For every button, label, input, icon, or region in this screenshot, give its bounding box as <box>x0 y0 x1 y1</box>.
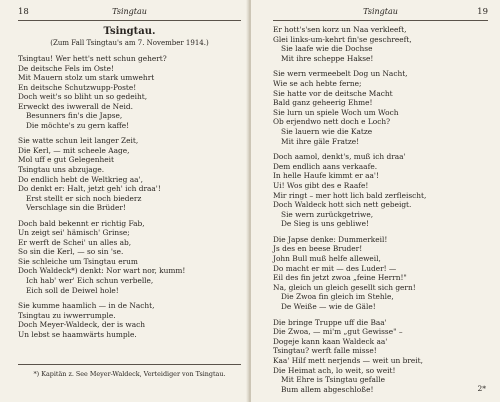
poem-line: Er hott's'sen korz un Naa verkleeft, <box>273 25 407 34</box>
poem-line: En deitsche Schutzwupp-Poste! <box>18 82 137 92</box>
poem-line: Erst stellt er sich noch biederz <box>26 193 142 203</box>
poem-line: Eil des fin jetzt zwoa „feine Herrn!" <box>273 273 407 283</box>
left-stanza-3 <box>18 219 241 295</box>
poem-line: Sie laafe wie die Dochse <box>281 44 373 54</box>
poem-line: Sie wern vermeebelt Dog un Nacht, <box>273 69 408 79</box>
poem-line: Doch Meyer-Waldeck, der is wach <box>18 320 146 330</box>
left-running-head: Tsingtau <box>112 7 147 16</box>
poem-line: Bum allem abgeschloße! <box>281 384 374 394</box>
poem-line: Doch Waldeck hott sich nett gebeigt. <box>273 200 412 210</box>
poem-line: Doch Waldeck*) denkt: Nor wart nor, kumm! <box>18 266 186 276</box>
right-stanza-5 <box>273 318 488 395</box>
poem-line: Besunners fin's die Japse, <box>26 111 123 121</box>
left-page <box>0 0 249 402</box>
poem-line: Die Japse denke: Dummerkeil! <box>273 234 388 244</box>
poem-line: Doch weit's so bliht un so gedeiht, <box>18 92 148 102</box>
right-running-head: Tsingtau <box>363 7 398 16</box>
poem-line: Die Zwoa fin gleich im Stehle, <box>281 292 394 302</box>
right-stanza-4 <box>273 235 488 312</box>
poem-line: Mit ihre gäle Fratze! <box>281 136 360 146</box>
right-page-header <box>273 6 488 21</box>
poem-line: Un zeigt sei' hämisch' Grinse; <box>18 228 130 238</box>
poem-line: Mol uff e gut Gelegenheit <box>18 155 114 165</box>
poem-line: Tsingtau zu iwwerrumple. <box>18 310 116 320</box>
right-stanza-1 <box>273 25 488 63</box>
poem-line: Mit Mauern stolz um stark umwehrt <box>18 73 155 83</box>
poem-line: Glei links-um-kehrt fin'se geschreeft, <box>273 34 412 44</box>
poem-line: Die Kerl, — mit scheele Aage, <box>18 145 130 155</box>
poem-line: Mir ringt – mer hott lich bald zerfleischt, <box>273 190 427 200</box>
left-stanza-4 <box>18 301 241 339</box>
poem-line: Erweckt des iwwerall de Neid. <box>18 101 133 111</box>
left-page-number: 18 <box>18 7 29 17</box>
poem-line: Sie kumme haamlich — in de Nacht, <box>18 301 155 311</box>
poem-line: Tsingtau uns abzujage. <box>18 165 105 175</box>
poem-line: Ob erjendwo nett doch e Loch? <box>273 117 391 127</box>
signature-mark: 2* <box>477 384 486 393</box>
poem-line: Sie lauern wie die Katze <box>281 126 373 136</box>
poem-line: De deitsche Fels im Oste! <box>18 63 114 73</box>
right-stanza-3 <box>273 152 488 229</box>
poem-line: Die Heimat ach, lo weit, so weit! <box>273 365 396 375</box>
footnote: *) Kapitän z. See Meyer-Waldeck, Verteidiger von Tsingtau. <box>18 364 241 379</box>
poem-line: Bald ganz geheerig Ehme! <box>273 98 373 108</box>
poem-line: Tsingtau! Wer hett's nett schun gehert? <box>18 54 167 63</box>
poem-line: Dogeje kann kaan Waldeck aa' <box>273 336 388 346</box>
right-page-number: 19 <box>477 7 488 17</box>
poem-line: De Sieg is uns gebliwe! <box>281 219 369 229</box>
poem-line: Die bringe Truppe uff die Baa' <box>273 317 387 327</box>
poem-line: Er werft de Schei' un alles ab, <box>18 237 132 247</box>
poem-line: John Bull muß helfe alleweil, <box>273 254 381 264</box>
poem-line: Verschlage sin die Brüder! <box>26 203 126 213</box>
poem-line: Sie watte schun leit langer Zeit, <box>18 136 139 146</box>
poem-line: Die möchte's zu gern kaffe! <box>26 120 130 130</box>
poem-line: Sie wern zurückgetriwe, <box>281 209 374 219</box>
poem-line: Js des en beese Bruder! <box>273 244 363 254</box>
poem-line: Do denkt er: Halt, jetzt geh' ich draa'! <box>18 184 161 194</box>
poem-line: Ui! Wos gibt des e Raafe! <box>273 180 369 190</box>
poem-subtitle: (Zum Fall Tsingtau's am 7. November 1914.) <box>50 39 209 47</box>
poem-line: Doch aamol, denkt's, muß ich draa' <box>273 152 406 162</box>
right-page <box>251 0 500 402</box>
poem-title: Tsingtau. <box>103 26 156 37</box>
poem-line: Un lebst se haamwärts humple. <box>18 329 137 339</box>
right-stanza-2 <box>273 69 488 146</box>
poem-line: Mit Ehre is Tsingtau gefalle <box>281 375 386 385</box>
poem-line: Dem endlich aans verkaafe. <box>273 161 378 171</box>
poem-line: Eich soll de Deiwel hole! <box>26 285 119 295</box>
poem-line: Do endlich hebt de Weltkrieg aa', <box>18 174 143 184</box>
left-stanza-2 <box>18 136 241 212</box>
poem-line: Wie se ach hebte ferne; <box>273 78 362 88</box>
poem-line: Kaa' Hilf mett nerjends — weit un breit, <box>273 356 423 365</box>
poem-line: Die Zwoa, — mi'm „gut Gewisse" – <box>273 327 403 337</box>
poem-line: De Weiße — wie de Gäle! <box>281 302 376 312</box>
poem-line: So sin die Kerl, — so sin 'se. <box>18 247 124 257</box>
poem-line: Sie lurn un spiele Woch um Woch <box>273 107 399 117</box>
poem-line: In helle Haufe kimmt er aa'! <box>273 171 379 181</box>
poem-line: Doch bald bekennt er richtig Fab, <box>18 218 145 228</box>
poem-line: Do macht er mit — des Luder! — <box>273 263 397 273</box>
left-page-header <box>18 6 241 21</box>
poem-line: Tsingtau? werft falle misse! <box>273 346 377 356</box>
left-stanza-1 <box>18 54 241 130</box>
poem-line: Sie hatte vor de deitsche Macht <box>273 88 393 98</box>
poem-line: Mit ihre scheppe Hakse! <box>281 53 374 63</box>
poem-line: Na, gleich un gleich gesellt sich gern! <box>273 282 416 292</box>
poem-line: Sie schleiche um Tsingtau erum <box>18 256 138 266</box>
poem-line: Ich hab' wer' Eich schun verbelle, <box>26 276 154 286</box>
